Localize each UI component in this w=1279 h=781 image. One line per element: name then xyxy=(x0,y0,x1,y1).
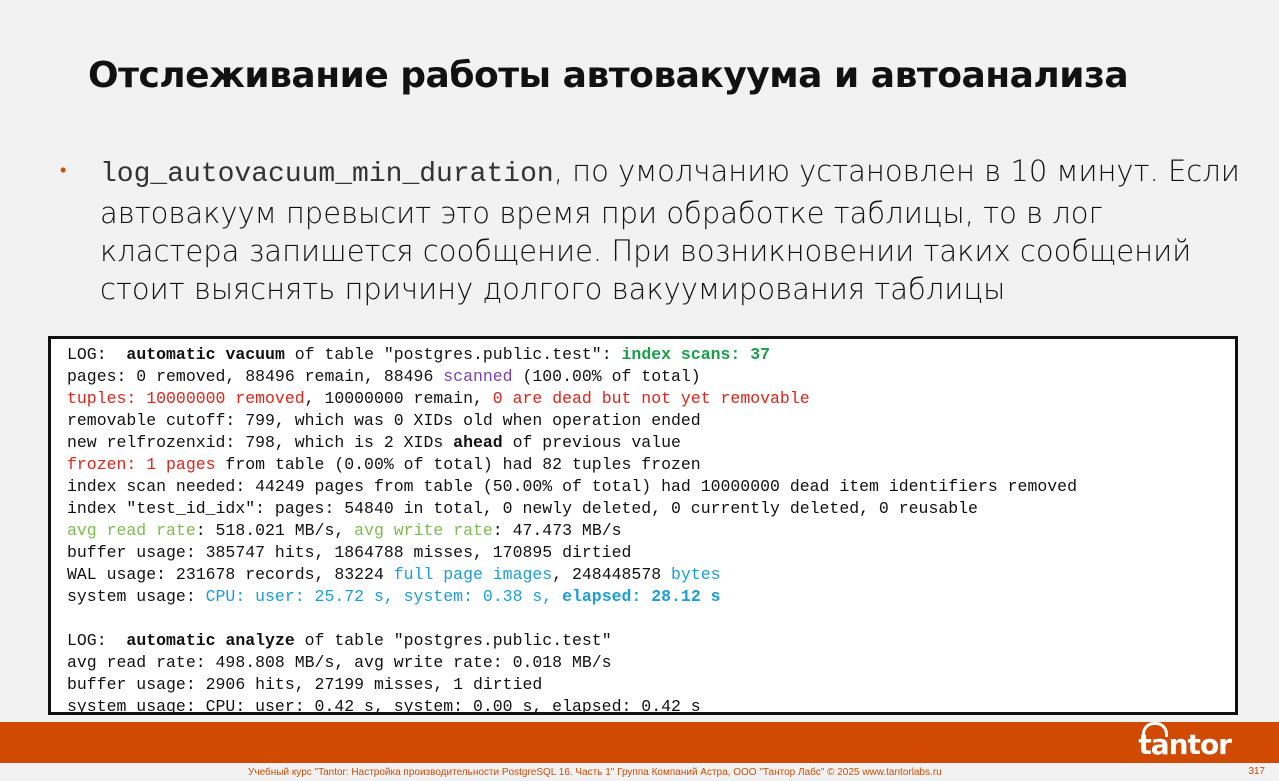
log-line: frozen: 1 pages from table (0.00% of total) had 82 tuples frozen xyxy=(67,455,701,474)
log-line: system usage: CPU: user: 0.42 s, system: 0.00 s, elapsed: 0.42 s xyxy=(67,697,701,716)
bullet-dot: • xyxy=(60,160,67,180)
log-line: LOG: automatic vacuum of table "postgres.public.test": index scans: 37 xyxy=(67,345,771,364)
logo-arc-icon xyxy=(1142,722,1168,737)
tantor-logo: tantor xyxy=(1138,728,1231,761)
bullet-item xyxy=(60,152,1240,308)
log-line: new relfrozenxid: 798, which is 2 XIDs ahead of previous value xyxy=(67,433,681,452)
log-line: buffer usage: 2906 hits, 27199 misses, 1 dirtied xyxy=(67,675,543,694)
log-line: index "test_id_idx": pages: 54840 in total, 0 newly deleted, 0 currently deleted, 0 reusable xyxy=(67,499,978,518)
log-line: WAL usage: 231678 records, 83224 full page images, 248448578 bytes xyxy=(67,565,721,584)
log-line: avg read rate: 498.808 MB/s, avg write rate: 0.018 MB/s xyxy=(67,653,612,672)
log-line: system usage: CPU: user: 25.72 s, system: 0.38 s, elapsed: 28.12 s xyxy=(67,587,721,606)
footer-bar xyxy=(0,722,1279,763)
log-line: index scan needed: 44249 pages from table (50.00% of total) had 10000000 dead item identifiers removed xyxy=(67,477,1077,496)
bullet-text xyxy=(100,152,1240,308)
log-line: avg read rate: 518.021 MB/s, avg write rate: 47.473 MB/s xyxy=(67,521,622,540)
bullet-description: , по умолчанию установлен в 10 минут. Если автовакуум превысит это время при обработке таблицы, то в лог кластера запишется сообщение. При возникновении таких сообщений стоит выяснять причину долгого вакуумирования таблицы xyxy=(100,154,1240,306)
slide-title: Отслеживание работы автовакуума и автоанализа xyxy=(88,55,1129,96)
log-output-box xyxy=(48,336,1238,715)
log-line: pages: 0 removed, 88496 remain, 88496 scanned (100.00% of total) xyxy=(67,367,701,386)
page-number: 317 xyxy=(1248,766,1265,777)
log-blank-line xyxy=(67,608,1235,630)
log-line: removable cutoff: 799, which was 0 XIDs old when operation ended xyxy=(67,411,701,430)
parameter-name: log_autovacuum_min_duration xyxy=(100,159,554,190)
log-line: LOG: automatic analyze of table "postgres.public.test" xyxy=(67,631,612,650)
log-line: tuples: 10000000 removed, 10000000 remain, 0 are dead but not yet removable xyxy=(67,389,810,408)
log-line: buffer usage: 385747 hits, 1864788 misses, 170895 dirtied xyxy=(67,543,632,562)
copyright-text: Учебный курс "Tantor: Настройка производительности PostgreSQL 16. Часть 1" Группа Компаний Астра, ООО "Тантор Лабс" © 2025 www.tantorlabs.ru xyxy=(248,767,942,778)
